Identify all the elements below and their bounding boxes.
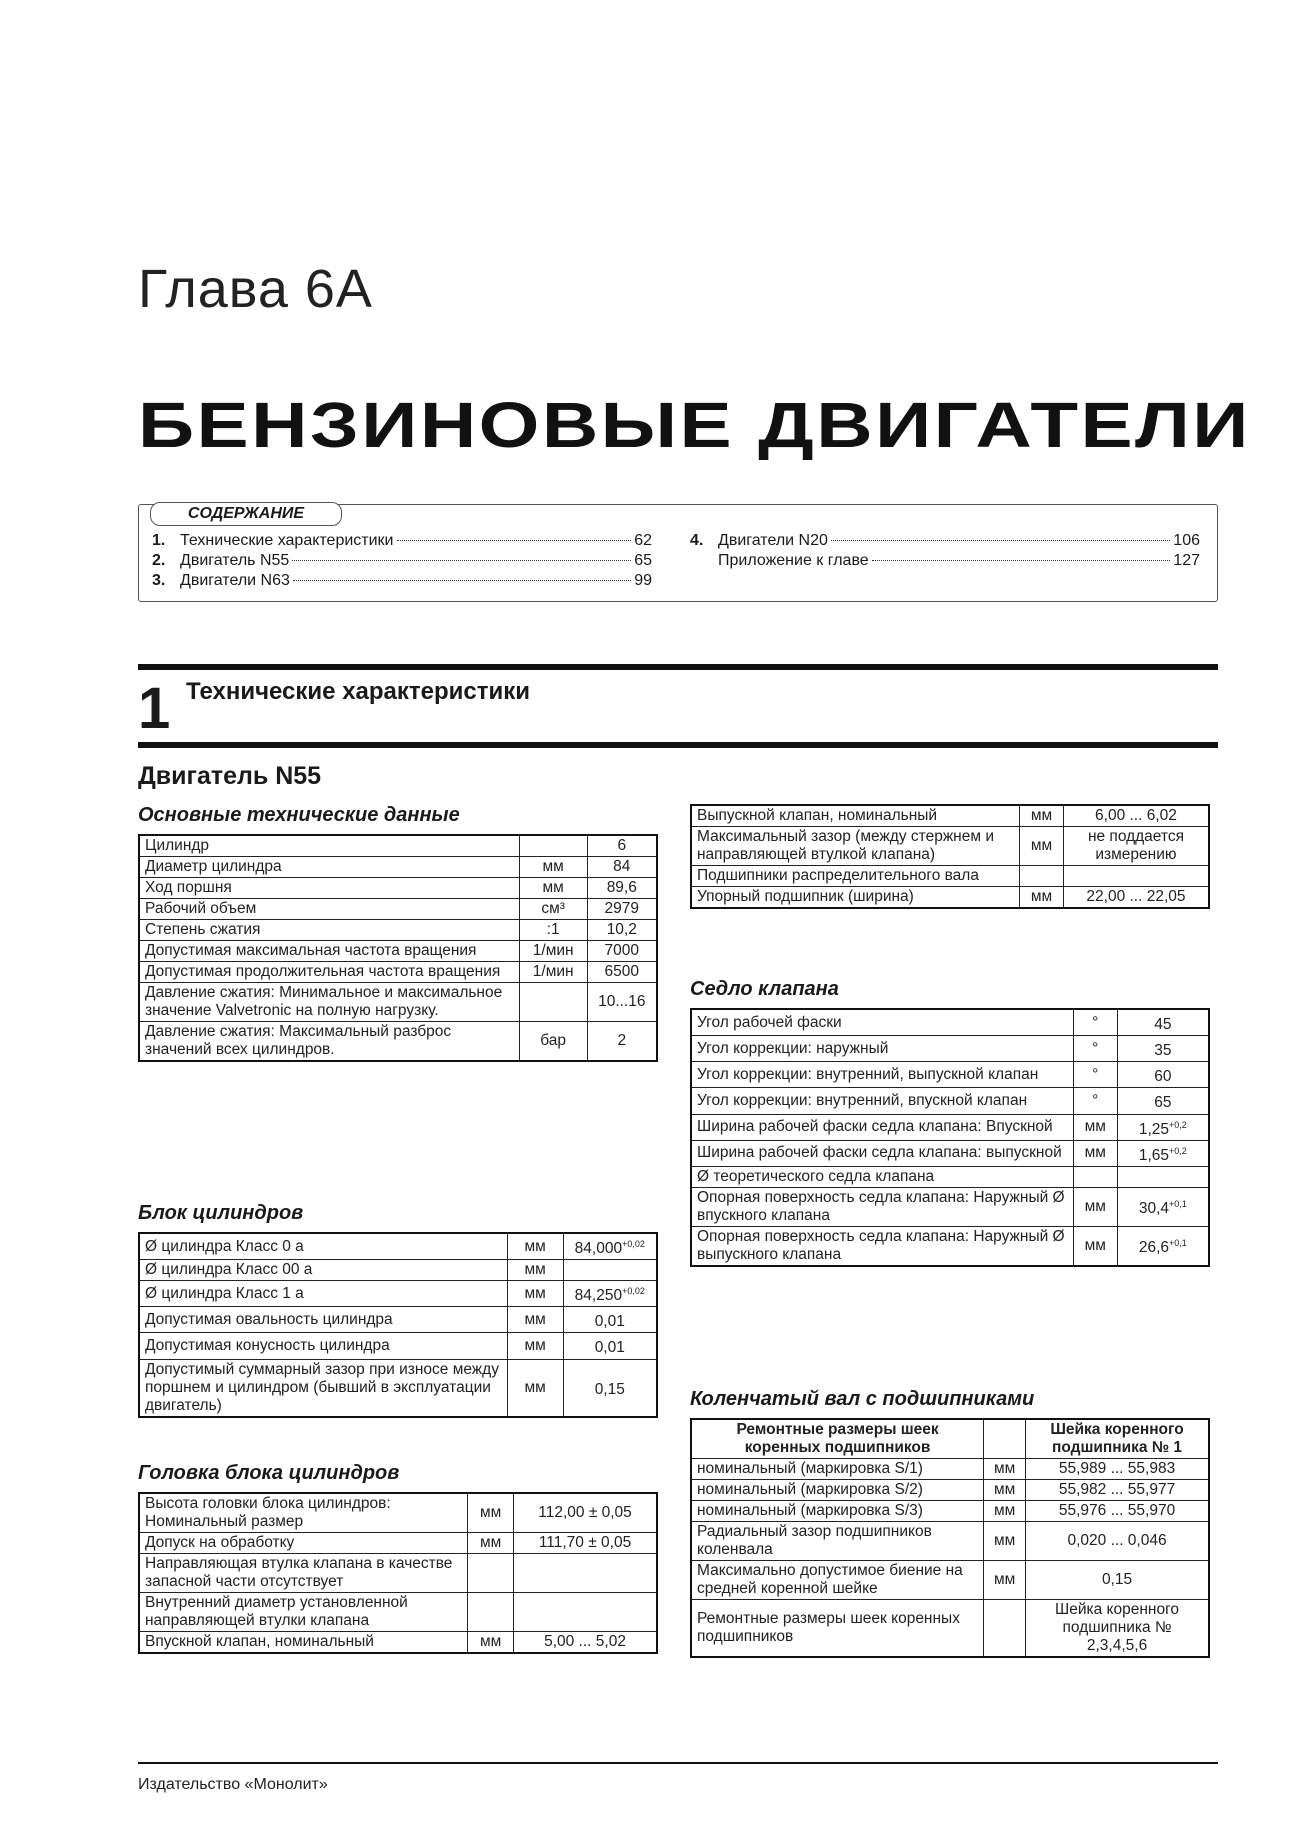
crankshaft-table — [690, 1418, 1210, 1658]
value-cell — [1117, 1088, 1209, 1114]
unit-cell: мм — [507, 1307, 563, 1333]
chapter-label: Глава 6А — [138, 259, 373, 319]
engine-heading: Двигатель N55 — [138, 762, 322, 790]
tolerance: +0,1 — [1169, 1199, 1187, 1210]
toc-item-page: 127 — [1173, 552, 1200, 569]
valve-seat-table — [690, 1008, 1210, 1267]
value-text: 84,000 — [574, 1240, 623, 1258]
value-cell: 6,00 ... 6,02 — [1063, 805, 1209, 827]
cylinder-head-heading: Головка блока цилиндров — [138, 1462, 400, 1484]
value-cell — [563, 1233, 657, 1260]
value-text: 30,4 — [1138, 1200, 1170, 1218]
unit-cell: мм — [519, 857, 587, 878]
value-text: 0,01 — [594, 1339, 625, 1357]
param-cell: номинальный (маркировка S/1) — [691, 1459, 984, 1480]
table-row — [139, 1359, 657, 1417]
unit-cell: мм — [1020, 805, 1064, 827]
section-bottom-rule — [138, 742, 1218, 748]
unit-cell: мм — [507, 1359, 563, 1417]
footer-rule — [138, 1762, 1218, 1764]
column-header — [984, 1419, 1026, 1459]
value-cell: 22,00 ... 22,05 — [1063, 887, 1209, 909]
value-cell: не поддается измерению — [1063, 827, 1209, 866]
param-cell: Ремонтные размеры шеек коренных подшипников — [691, 1600, 984, 1658]
toc-leader — [831, 540, 1170, 541]
valve-seat-heading: Седло клапана — [690, 978, 839, 1000]
table-row — [691, 1561, 1209, 1600]
table-row — [691, 1459, 1209, 1480]
cylinder-block-heading: Блок цилиндров — [138, 1202, 304, 1224]
unit-cell: 1/мин — [519, 962, 587, 983]
tolerance: +0,2 — [1169, 1145, 1187, 1156]
unit-cell: мм — [984, 1561, 1026, 1600]
unit-cell: ° — [1073, 1062, 1117, 1088]
value-cell: 111,70 ± 0,05 — [514, 1533, 657, 1554]
unit-cell: мм — [507, 1281, 563, 1307]
table-row — [691, 866, 1209, 887]
table-row — [691, 1166, 1209, 1187]
value-cell — [1117, 1187, 1209, 1226]
unit-cell: :1 — [519, 920, 587, 941]
table-row — [139, 899, 657, 920]
toc-item-number: 3. — [152, 572, 166, 589]
valves-table — [690, 804, 1210, 909]
unit-cell: мм — [507, 1260, 563, 1281]
param-cell: Ширина рабочей фаски седла клапана: выпускной — [691, 1140, 1073, 1166]
value-cell — [1117, 1062, 1209, 1088]
param-cell: Допуск на обработку — [139, 1533, 468, 1554]
table-row — [691, 1036, 1209, 1062]
section-title: Технические характеристики — [186, 678, 531, 705]
value-cell: 7000 — [587, 941, 657, 962]
value-text: 35 — [1154, 1042, 1172, 1060]
value-cell — [1117, 1009, 1209, 1036]
param-cell: Цилиндр — [139, 835, 519, 857]
unit-cell: ° — [1073, 1036, 1117, 1062]
param-cell: Радиальный зазор подшипников коленвала — [691, 1522, 984, 1561]
value-cell: 55,982 ... 55,977 — [1026, 1480, 1209, 1501]
value-cell: 10...16 — [587, 983, 657, 1022]
table-row — [139, 1632, 657, 1654]
unit-cell: мм — [1073, 1114, 1117, 1140]
param-cell: Подшипники распределительного вала — [691, 866, 1020, 887]
param-cell: Максимальный зазор (между стержнем и направляющей втулкой клапана) — [691, 827, 1020, 866]
unit-cell: мм — [984, 1522, 1026, 1561]
table-row — [691, 887, 1209, 909]
param-cell: Ø цилиндра Класс 00 а — [139, 1260, 507, 1281]
toc-item-number: 4. — [690, 532, 704, 549]
value-text: 65 — [1154, 1094, 1172, 1112]
unit-cell — [468, 1554, 514, 1593]
table-row — [691, 1501, 1209, 1522]
toc-item-number: 1. — [152, 532, 166, 549]
table-row — [691, 1140, 1209, 1166]
tolerance: +0,1 — [1169, 1238, 1187, 1249]
param-cell: Угол коррекции: наружный — [691, 1036, 1073, 1062]
table-row — [139, 1333, 657, 1359]
value-cell — [514, 1593, 657, 1632]
param-cell: Рабочий объем — [139, 899, 519, 920]
unit-cell: 1/мин — [519, 941, 587, 962]
value-cell: 2979 — [587, 899, 657, 920]
param-cell: Давление сжатия: Максимальный разброс значений всех цилиндров. — [139, 1022, 519, 1062]
value-text: 0,01 — [594, 1313, 625, 1331]
param-cell: Угол коррекции: внутренний, выпускной клапан — [691, 1062, 1073, 1088]
param-cell: Допустимый суммарный зазор при износе между поршнем и цилиндром (бывший в эксплуатации двигатель) — [139, 1359, 507, 1417]
param-cell: Высота головки блока цилиндров: Номинальный размер — [139, 1493, 468, 1533]
value-cell — [514, 1554, 657, 1593]
value-cell — [1117, 1226, 1209, 1266]
value-text: 84,250 — [574, 1287, 623, 1305]
toc-item-page: 99 — [634, 572, 652, 589]
param-cell: Угол рабочей фаски — [691, 1009, 1073, 1036]
value-cell: 5,00 ... 5,02 — [514, 1632, 657, 1654]
table-row — [139, 1307, 657, 1333]
table-row — [139, 1554, 657, 1593]
param-cell: Давление сжатия: Минимальное и максимальное значение Valvetronic на полную нагрузку. — [139, 983, 519, 1022]
unit-cell — [519, 835, 587, 857]
value-cell: 55,976 ... 55,970 — [1026, 1501, 1209, 1522]
value-cell: 6500 — [587, 962, 657, 983]
unit-cell: см³ — [519, 899, 587, 920]
value-text: 0,15 — [594, 1381, 625, 1399]
table-row — [691, 1226, 1209, 1266]
param-cell: Допустимая конусность цилиндра — [139, 1333, 507, 1359]
param-cell: Направляющая втулка клапана в качестве запасной части отсутствует — [139, 1554, 468, 1593]
basic-data-table — [138, 834, 658, 1062]
toc-item[interactable] — [690, 532, 1200, 552]
param-cell: Степень сжатия — [139, 920, 519, 941]
toc-item-label: Двигатель N55 — [180, 552, 290, 569]
unit-cell: мм — [468, 1493, 514, 1533]
contents-heading: СОДЕРЖАНИЕ — [150, 502, 342, 526]
value-text: 60 — [1154, 1068, 1172, 1086]
table-row — [139, 1493, 657, 1533]
table-row — [139, 835, 657, 857]
table-row — [139, 1233, 657, 1260]
unit-cell: мм — [984, 1459, 1026, 1480]
table-row — [691, 1600, 1209, 1658]
tolerance: +0,02 — [622, 1239, 645, 1249]
param-cell: Допустимая продолжительная частота вращения — [139, 962, 519, 983]
toc-item-label: Технические характеристики — [180, 532, 394, 549]
toc-item-page: 62 — [634, 532, 652, 549]
value-cell: 112,00 ± 0,05 — [514, 1493, 657, 1533]
toc-item[interactable] — [152, 532, 652, 552]
table-row — [139, 1260, 657, 1281]
value-cell — [1117, 1114, 1209, 1140]
toc-item[interactable] — [690, 552, 1200, 572]
unit-cell: бар — [519, 1022, 587, 1062]
section-top-rule — [138, 664, 1218, 670]
param-cell: Допустимая овальность цилиндра — [139, 1307, 507, 1333]
unit-cell: ° — [1073, 1009, 1117, 1036]
toc-leader — [397, 540, 632, 541]
value-cell — [1117, 1166, 1209, 1187]
value-text: 45 — [1154, 1016, 1172, 1034]
toc-item[interactable] — [152, 552, 652, 572]
cylinder-head-table — [138, 1492, 658, 1654]
param-cell: Ø цилиндра Класс 0 а — [139, 1233, 507, 1260]
value-cell: 6 — [587, 835, 657, 857]
toc-item-page: 106 — [1173, 532, 1200, 549]
toc-item-label: Двигатели N63 — [180, 572, 290, 589]
toc-leader — [292, 560, 631, 561]
param-cell: Выпускной клапан, номинальный — [691, 805, 1020, 827]
value-cell: 10,2 — [587, 920, 657, 941]
cylinder-block-table — [138, 1232, 658, 1418]
toc-item-number: 2. — [152, 552, 166, 569]
param-cell: Максимально допустимое биение на средней коренной шейке — [691, 1561, 984, 1600]
table-row — [691, 1522, 1209, 1561]
value-cell: Шейка коренного подшипника № 2,3,4,5,6 — [1026, 1600, 1209, 1658]
toc-item-label: Приложение к главе — [718, 552, 869, 569]
table-row — [691, 1088, 1209, 1114]
unit-cell: ° — [1073, 1088, 1117, 1114]
param-cell: Ход поршня — [139, 878, 519, 899]
param-cell: Внутренний диаметр установленной направляющей втулки клапана — [139, 1593, 468, 1632]
table-row — [139, 941, 657, 962]
value-cell: 84 — [587, 857, 657, 878]
unit-cell: мм — [468, 1533, 514, 1554]
tolerance: +0,02 — [622, 1286, 645, 1297]
table-row — [691, 805, 1209, 827]
unit-cell: мм — [984, 1501, 1026, 1522]
table-row — [139, 962, 657, 983]
unit-cell: мм — [1073, 1187, 1117, 1226]
unit-cell: мм — [507, 1333, 563, 1359]
param-cell: номинальный (маркировка S/3) — [691, 1501, 984, 1522]
param-cell: Упорный подшипник (ширина) — [691, 887, 1020, 909]
table-row — [691, 1114, 1209, 1140]
unit-cell — [468, 1593, 514, 1632]
unit-cell: мм — [1073, 1140, 1117, 1166]
basic-data-heading: Основные технические данные — [138, 804, 460, 826]
param-cell: Опорная поверхность седла клапана: Наружный Ø выпускного клапана — [691, 1226, 1073, 1266]
table-row — [139, 857, 657, 878]
table-row — [139, 1022, 657, 1062]
unit-cell: мм — [468, 1632, 514, 1654]
tolerance: +0,2 — [1169, 1119, 1187, 1130]
table-row — [691, 1187, 1209, 1226]
table-row — [691, 827, 1209, 866]
table-row — [139, 1593, 657, 1632]
value-text: 1,65 — [1138, 1146, 1170, 1164]
param-cell: Ø теоретического седла клапана — [691, 1166, 1073, 1187]
toc-leader — [293, 580, 631, 581]
param-cell: Угол коррекции: внутренний, впускной клапан — [691, 1088, 1073, 1114]
unit-cell: мм — [984, 1480, 1026, 1501]
value-cell: 89,6 — [587, 878, 657, 899]
value-cell — [563, 1359, 657, 1417]
column-header: Шейка коренного подшипника № 1 — [1026, 1419, 1209, 1459]
value-cell — [563, 1260, 657, 1281]
param-cell: Диаметр цилиндра — [139, 857, 519, 878]
crankshaft-heading: Коленчатый вал с подшипниками — [690, 1388, 1035, 1410]
table-row — [139, 1281, 657, 1307]
value-cell: 2 — [587, 1022, 657, 1062]
value-cell — [1117, 1140, 1209, 1166]
table-header-row — [691, 1419, 1209, 1459]
value-cell — [1063, 866, 1209, 887]
value-cell: 0,020 ... 0,046 — [1026, 1522, 1209, 1561]
unit-cell — [984, 1600, 1026, 1658]
table-row — [139, 920, 657, 941]
value-text: 1,25 — [1138, 1120, 1170, 1138]
param-cell: Впускной клапан, номинальный — [139, 1632, 468, 1654]
value-cell — [563, 1307, 657, 1333]
param-cell: Ø цилиндра Класс 1 а — [139, 1281, 507, 1307]
value-cell: 0,15 — [1026, 1561, 1209, 1600]
param-cell: Ширина рабочей фаски седла клапана: Впускной — [691, 1114, 1073, 1140]
toc-item[interactable] — [152, 572, 652, 592]
unit-cell — [519, 983, 587, 1022]
unit-cell — [1020, 866, 1064, 887]
value-cell — [1117, 1036, 1209, 1062]
param-cell: Допустимая максимальная частота вращения — [139, 941, 519, 962]
publisher-footer: Издательство «Монолит» — [138, 1776, 328, 1793]
toc-item-label: Двигатели N20 — [718, 532, 828, 549]
table-row — [139, 878, 657, 899]
table-row — [139, 1533, 657, 1554]
table-row — [691, 1009, 1209, 1036]
table-row — [691, 1062, 1209, 1088]
value-cell — [563, 1281, 657, 1307]
value-text: 26,6 — [1138, 1239, 1170, 1257]
page-title: БЕНЗИНОВЫЕ ДВИГАТЕЛИ — [138, 389, 1251, 461]
param-cell: Опорная поверхность седла клапана: Наружный Ø впускного клапана — [691, 1187, 1073, 1226]
column-header: Ремонтные размеры шеек коренных подшипников — [691, 1419, 984, 1459]
table-row — [691, 1480, 1209, 1501]
unit-cell: мм — [519, 878, 587, 899]
unit-cell: мм — [507, 1233, 563, 1260]
unit-cell: мм — [1073, 1226, 1117, 1266]
toc-item-page: 65 — [634, 552, 652, 569]
table-row — [139, 983, 657, 1022]
unit-cell: мм — [1020, 827, 1064, 866]
value-cell — [563, 1333, 657, 1359]
unit-cell — [1073, 1166, 1117, 1187]
param-cell: номинальный (маркировка S/2) — [691, 1480, 984, 1501]
section-number: 1 — [138, 676, 171, 741]
value-cell: 55,989 ... 55,983 — [1026, 1459, 1209, 1480]
unit-cell: мм — [1020, 887, 1064, 909]
toc-leader — [872, 560, 1171, 561]
